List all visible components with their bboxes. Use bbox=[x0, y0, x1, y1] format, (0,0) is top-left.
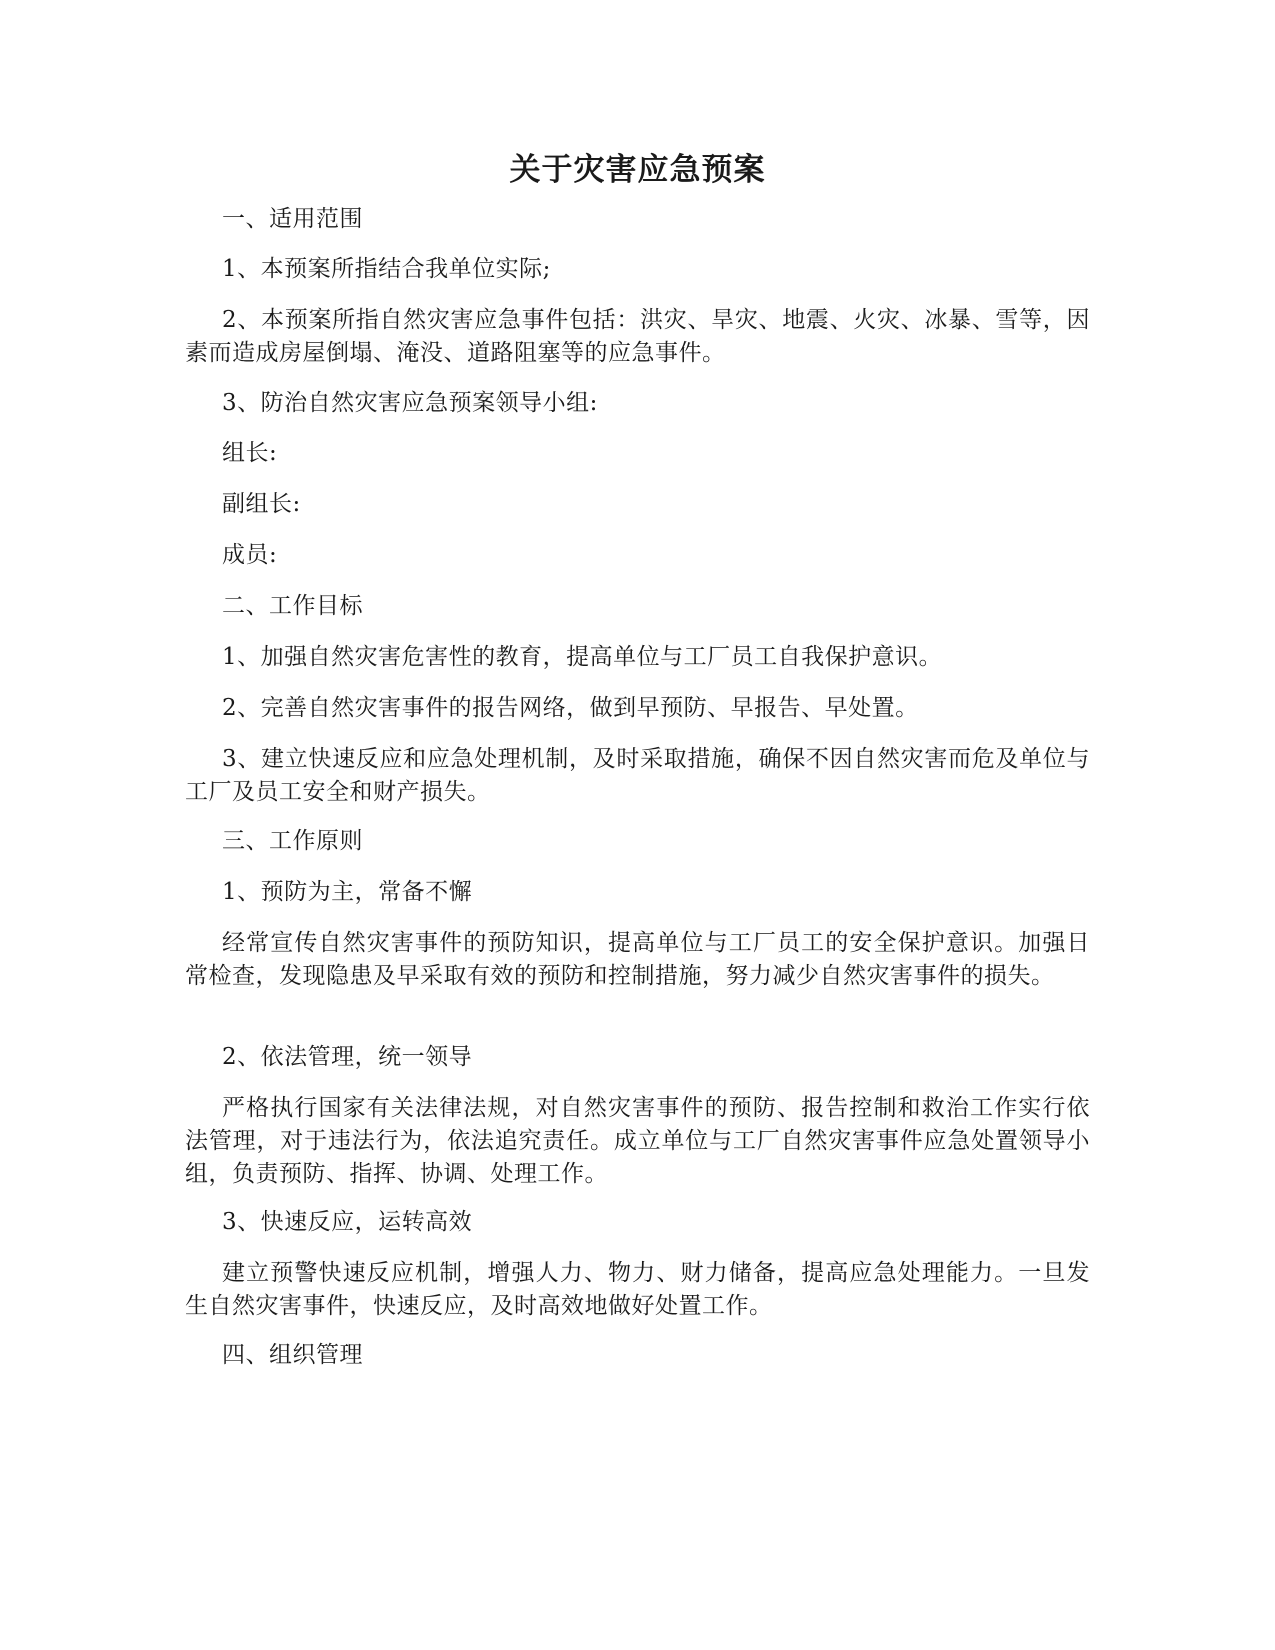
paragraph-group-leader: 组长: bbox=[222, 440, 278, 466]
subheading: 3、快速反应，运转高效 bbox=[222, 1209, 473, 1235]
subheading: 2、依法管理，统一领导 bbox=[222, 1044, 473, 1070]
paragraph: 严格执行国家有关法律法规，对自然灾害事件的预防、报告控制和救治工作实行依法管理，对于违法行为，依法追究责任。成立单位与工厂自然灾害事件应急处置领导小组，负责预防、指挥、协调、处理工作。 bbox=[185, 1095, 1090, 1187]
paragraph: 1、本预案所指结合我单位实际; bbox=[222, 256, 551, 282]
section-heading-principles: 三、工作原则 bbox=[222, 828, 363, 854]
paragraph: 3、建立快速反应和应急处理机制，及时采取措施，确保不因自然灾害而危及单位与工厂及员工安全和财产损失。 bbox=[185, 746, 1090, 805]
section-heading-goals: 二、工作目标 bbox=[222, 593, 363, 619]
paragraph: 2、本预案所指自然灾害应急事件包括：洪灾、旱灾、地震、火灾、冰暴、雪等，因素而造成房屋倒塌、淹没、道路阻塞等的应急事件。 bbox=[185, 307, 1090, 366]
paragraph: 2、完善自然灾害事件的报告网络，做到早预防、早报告、早处置。 bbox=[222, 695, 919, 721]
paragraph-deputy-leader: 副组长: bbox=[222, 491, 301, 517]
paragraph: 3、防治自然灾害应急预案领导小组: bbox=[222, 390, 598, 416]
document-title: 关于灾害应急预案 bbox=[509, 152, 766, 188]
paragraph: 1、加强自然灾害危害性的教育，提高单位与工厂员工自我保护意识。 bbox=[222, 644, 943, 670]
paragraph: 经常宣传自然灾害事件的预防知识，提高单位与工厂员工的安全保护意识。加强日常检查，发现隐患及早采取有效的预防和控制措施，努力减少自然灾害事件的损失。 bbox=[185, 930, 1090, 989]
paragraph: 建立预警快速反应机制，增强人力、物力、财力储备，提高应急处理能力。一旦发生自然灾害事件，快速反应，及时高效地做好处置工作。 bbox=[185, 1260, 1090, 1319]
subheading: 1、预防为主，常备不懈 bbox=[222, 879, 473, 905]
section-heading-organization: 四、组织管理 bbox=[222, 1342, 363, 1368]
paragraph-members: 成员: bbox=[222, 542, 278, 568]
section-heading-scope: 一、适用范围 bbox=[222, 206, 363, 232]
